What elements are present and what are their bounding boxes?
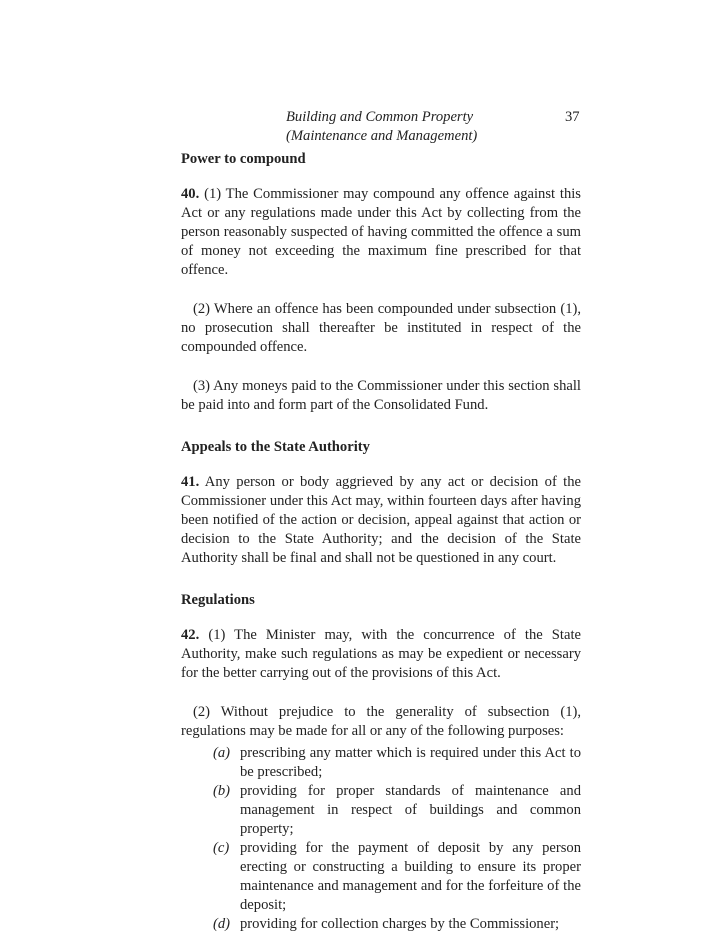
header-title-line-1: Building and Common Property xyxy=(286,109,474,125)
section-heading-appeals: Appeals to the State Authority xyxy=(181,439,370,455)
section-40-paragraph-2: (2) Where an offence has been compounded under subsection (1), no prosecution shall thereafter be instituted in respect of the compounded offence. xyxy=(181,301,581,355)
section-heading-power-to-compound: Power to compound xyxy=(181,151,306,167)
section-heading-regulations: Regulations xyxy=(181,592,255,608)
section-number-41: 41. xyxy=(181,474,200,490)
section-41-paragraph-1 xyxy=(181,473,581,568)
section-40-p1-text: (1) The Commissioner may compound any offence against this Act or any regulations made under this Act by collecting from the person reasonably suspected of having committed the offence a sum of money not exceeding the maximum fine prescribed for that offence. xyxy=(181,186,581,278)
section-40-paragraph-1 xyxy=(181,185,581,280)
running-header-title xyxy=(286,108,526,146)
section-40-paragraph-3: (3) Any moneys paid to the Commissioner under this section shall be paid into and form part of the Consolidated Fund. xyxy=(181,378,581,413)
list-item-label: (d) xyxy=(213,916,231,932)
header-title-line-2: (Maintenance and Management) xyxy=(286,128,478,144)
section-42-paragraph-2: (2) Without prejudice to the generality of subsection (1), regulations may be made for all or any of the following purposes: xyxy=(181,704,581,739)
section-41-p1-text: Any person or body aggrieved by any act or decision of the Commissioner under this Act may, within fourteen days after having been notified of the action or decision, appeal against that action or decision to the State Authority; and the decision of the State Authority shall be final and shall not be questioned in any court. xyxy=(181,474,581,566)
section-42-p1-text: (1) The Minister may, with the concurrence of the State Authority, make such regulations as may be expedient or necessary for the better carrying out of the provisions of this Act. xyxy=(181,627,581,681)
list-item-text: providing for collection charges by the Commissioner; xyxy=(240,916,560,932)
section-42-paragraph-1 xyxy=(181,626,581,683)
list-item-label: (b) xyxy=(213,783,231,799)
page-number: 37 xyxy=(565,109,580,125)
section-number-42: 42. xyxy=(181,627,200,643)
list-item-text: providing for proper standards of maintenance and management in respect of buildings and common property; xyxy=(240,783,581,837)
list-item-label: (a) xyxy=(213,745,231,761)
list-item xyxy=(181,839,581,915)
list-item-text: prescribing any matter which is required under this Act to be prescribed; xyxy=(240,745,581,780)
list-item xyxy=(181,915,581,934)
list-item xyxy=(181,782,581,839)
section-number-40: 40. xyxy=(181,186,200,202)
list-item-label: (c) xyxy=(213,840,230,856)
list-item xyxy=(181,744,581,782)
page-body xyxy=(181,150,581,934)
list-item-text: providing for the payment of deposit by any person erecting or constructing a building to ensure its proper maintenance and management and for the forfeiture of the deposit; xyxy=(240,840,581,913)
regulation-purposes-list xyxy=(181,744,581,934)
